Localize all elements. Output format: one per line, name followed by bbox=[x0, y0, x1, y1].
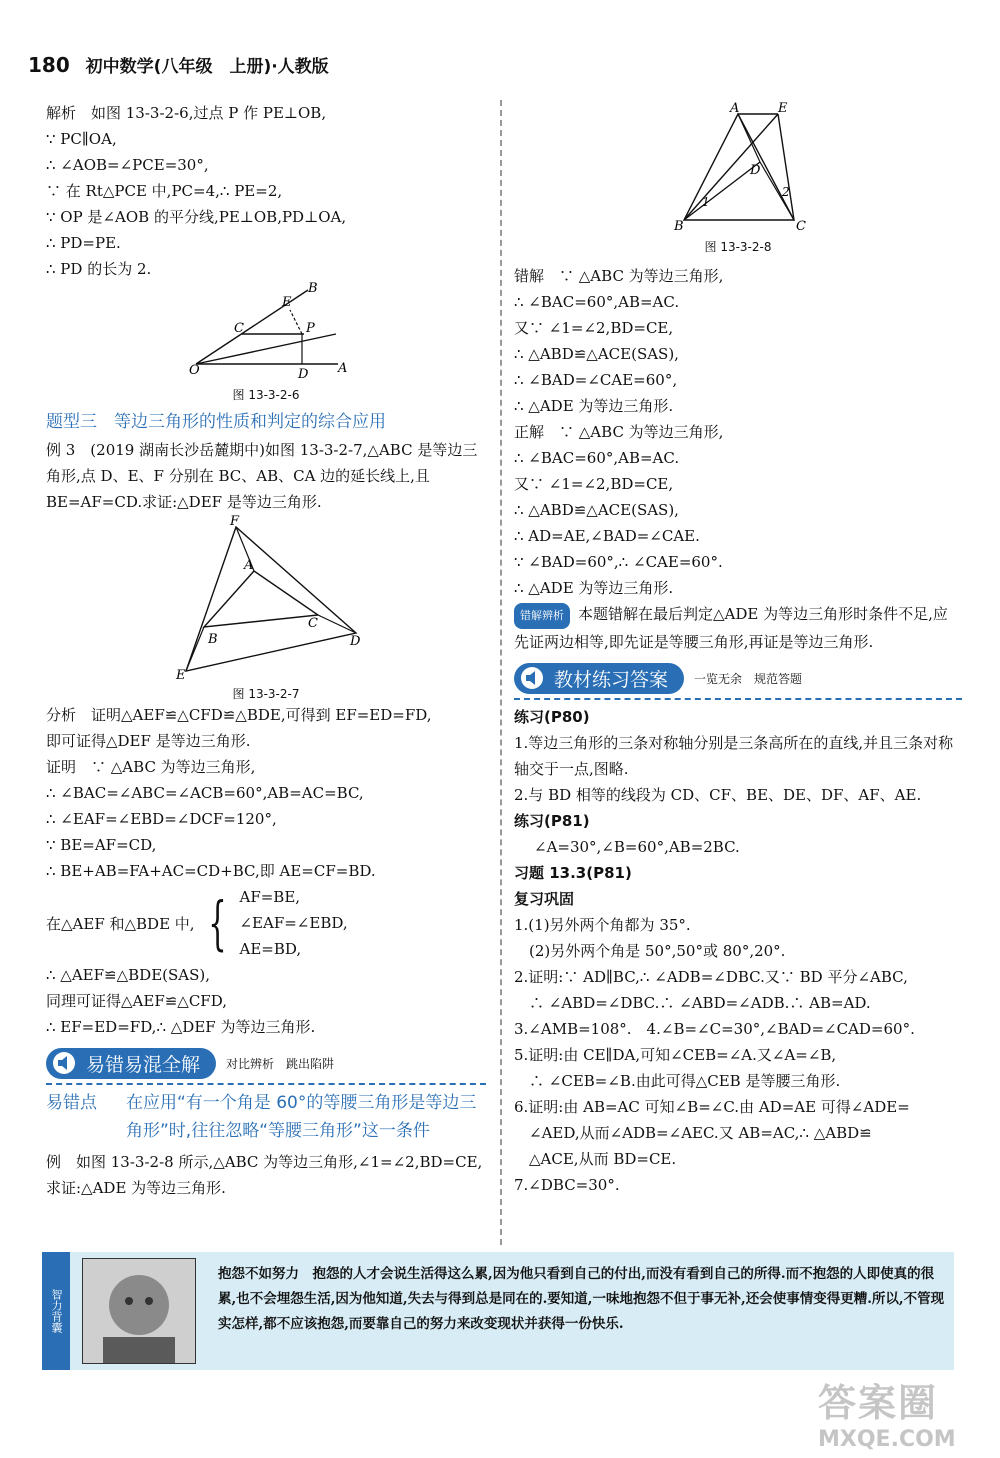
brace-item: ∠EAF=∠EBD, bbox=[239, 914, 348, 932]
text-line: 解析 如图 13-3-2-6,过点 P 作 PE⊥OB, bbox=[46, 104, 327, 122]
text-line: ∴ ∠BAD=∠CAE=60°, bbox=[514, 371, 678, 389]
banner-pill bbox=[46, 1048, 216, 1079]
wisdom-title: 抱怨不如努力 bbox=[218, 1266, 299, 1282]
text-line: ∴ EF=ED=FD,∴ △DEF 为等边三角形. bbox=[46, 1018, 316, 1036]
text-line: △ACE,从而 BD=CE. bbox=[514, 1150, 677, 1168]
text-line: ∵ 在 Rt△PCE 中,PC=4,∴ PE=2, bbox=[46, 182, 283, 200]
label-C: C bbox=[234, 321, 244, 336]
watermark-line2: MXQE.COM bbox=[818, 1427, 956, 1452]
banner-pill bbox=[514, 663, 684, 694]
text-line: 5.证明:由 CE∥DA,可知∠CEB=∠A.又∠A=∠B, bbox=[514, 1046, 837, 1064]
homework-list bbox=[514, 912, 962, 1198]
text-line: 即可证得△DEF 是等边三角形. bbox=[46, 732, 251, 750]
text-line: ∵ BE=AF=CD, bbox=[46, 836, 157, 854]
section-banner bbox=[514, 663, 962, 694]
banner-rule bbox=[46, 1083, 486, 1085]
banner-title: 易错易混全解 bbox=[86, 1054, 201, 1076]
label-D: D bbox=[750, 163, 761, 178]
section-banner bbox=[46, 1048, 486, 1079]
label-B: B bbox=[208, 632, 218, 647]
text-line: ∴ PD=PE. bbox=[46, 234, 121, 252]
child-photo bbox=[82, 1258, 196, 1364]
label-A: A bbox=[730, 101, 740, 116]
proof-2 bbox=[46, 962, 486, 1040]
label-B: B bbox=[308, 282, 318, 296]
text-line: 3.∠AMB=108°. 4.∠B=∠C=30°,∠BAD=∠CAD=60°. bbox=[514, 1020, 915, 1038]
example: 例 如图 13-3-2-8 所示,△ABC 为等边三角形,∠1=∠2,BD=CE,求证:△ADE 为等边三角形. bbox=[46, 1153, 483, 1197]
child-photo-icon bbox=[83, 1259, 195, 1363]
brace-prefix: 在△AEF 和△BDE 中, bbox=[46, 914, 195, 933]
example-3: 例 3 (2019 湖南长沙岳麓期中)如图 13-3-2-7,△ABC 是等边三角形,点 D、E、F 分别在 BC、AB、CA 边的延长线上,且 BE=AF=CD.求证:△DEF 是等边三角形. bbox=[46, 441, 478, 511]
analysis-2 bbox=[46, 702, 486, 754]
text-line: ∵ ∠BAD=60°,∴ ∠CAE=60°. bbox=[514, 553, 723, 571]
text-line: 又∵ ∠1=∠2,BD=CE, bbox=[514, 319, 674, 337]
error-point bbox=[46, 1089, 486, 1145]
label-O: O bbox=[189, 363, 200, 378]
text-line: 6.证明:由 AB=AC 可知∠B=∠C.由 AD=AE 可得∠ADE= bbox=[514, 1098, 910, 1116]
page-header bbox=[28, 52, 329, 77]
text-line: ∵ OP 是∠AOB 的平分线,PE⊥OB,PD⊥OA, bbox=[46, 208, 347, 226]
label-A: A bbox=[338, 361, 348, 376]
text-line: ∵ PC∥OA, bbox=[46, 130, 117, 148]
label-E: E bbox=[282, 295, 292, 310]
wisdom-box bbox=[42, 1252, 954, 1370]
label-E: E bbox=[778, 101, 788, 116]
text-line: ∴ △ADE 为等边三角形. bbox=[514, 579, 674, 597]
text-line: ∴ △ABD≌△ACE(SAS), bbox=[514, 501, 679, 519]
brace-symbol: { bbox=[207, 889, 227, 957]
exercise-item: ∠A=30°,∠B=60°,AB=2BC. bbox=[534, 838, 740, 856]
error-analysis bbox=[514, 601, 962, 655]
text-line: ∴ ∠BAC=60°,AB=AC. bbox=[514, 449, 680, 467]
text-line: ∴ AD=AE,∠BAD=∠CAE. bbox=[514, 527, 700, 545]
text-line: ∴ ∠EAF=∠EBD=∠DCF=120°, bbox=[46, 810, 277, 828]
exercise-item: 2.与 BD 相等的线段为 CD、CF、BE、DE、DF、AF、AE. bbox=[514, 786, 922, 804]
text-line: 7.∠DBC=30°. bbox=[514, 1176, 620, 1194]
label-D: D bbox=[298, 367, 309, 382]
book-title: 初中数学(八年级 上册)·人教版 bbox=[85, 57, 329, 77]
page-number: 180 bbox=[28, 53, 70, 77]
text-line: 分析 证明△AEF≌△CFD≌△BDE,可得到 EF=ED=FD, bbox=[46, 706, 432, 724]
error-point-label: 易错点 bbox=[46, 1093, 97, 1113]
text-line: ∴ ∠BAC=60°,AB=AC. bbox=[514, 293, 680, 311]
text-line: ∴ PD 的长为 2. bbox=[46, 260, 152, 278]
label-B: B bbox=[674, 219, 684, 234]
brace-item: AE=BD, bbox=[239, 940, 302, 958]
label-C: C bbox=[308, 616, 318, 631]
watermark-line1: 答案圈 bbox=[818, 1381, 939, 1425]
text-line: 又∵ ∠1=∠2,BD=CE, bbox=[514, 475, 674, 493]
label-D: D bbox=[350, 634, 361, 649]
exercise-title: 练习(P81) bbox=[514, 812, 590, 830]
label-F: F bbox=[230, 515, 240, 529]
side-label: 智力背囊 bbox=[42, 1252, 70, 1370]
text-line: 1.(1)另外两个角都为 35°. bbox=[514, 916, 691, 934]
text-line: ∴ BE+AB=FA+AC=CD+BC,即 AE=CF=BD. bbox=[46, 862, 376, 880]
banner-rule bbox=[514, 698, 962, 700]
error-analysis-text: 本题错解在最后判定△ADE 为等边三角形时条件不足,应先证两边相等,即先证是等腰三角形,再证是等边三角形. bbox=[514, 605, 948, 651]
label-E: E bbox=[176, 668, 186, 681]
wisdom-text bbox=[218, 1262, 946, 1337]
text-line: (2)另外两个角是 50°,50°或 80°,20°. bbox=[514, 942, 786, 960]
figure-13-3-2-7 bbox=[46, 515, 486, 681]
brace-block bbox=[46, 884, 486, 962]
text-line: 正解 ∵ △ABC 为等边三角形, bbox=[514, 423, 724, 441]
label-P: P bbox=[306, 321, 315, 336]
correct-solution bbox=[514, 419, 962, 601]
text-line: ∴ △AEF≌△BDE(SAS), bbox=[46, 966, 210, 984]
exercise-title: 练习(P80) bbox=[514, 708, 590, 726]
text-line: 同理可证得△AEF≌△CFD, bbox=[46, 992, 227, 1010]
text-line: 错解 ∵ △ABC 为等边三角形, bbox=[514, 267, 724, 285]
exercise-item: 1.等边三角形的三条对称轴分别是三条高所在的直线,并且三条对称轴交于一点,图略. bbox=[514, 734, 954, 778]
banner-title: 教材练习答案 bbox=[554, 669, 669, 691]
wrong-solution bbox=[514, 263, 962, 419]
homework-title: 习题 13.3(P81) bbox=[514, 864, 632, 882]
text-line: 2.证明:∵ AD∥BC,∴ ∠ADB=∠DBC.又∵ BD 平分∠ABC, bbox=[514, 968, 908, 986]
label-A: A bbox=[244, 558, 254, 573]
text-line: ∴ ∠BAC=∠ABC=∠ACB=60°,AB=AC=BC, bbox=[46, 784, 364, 802]
speaker-icon bbox=[52, 1051, 78, 1075]
watermark bbox=[818, 1372, 978, 1452]
figure-13-3-2-6 bbox=[46, 282, 486, 382]
column-divider bbox=[500, 100, 502, 1245]
review-title: 复习巩固 bbox=[514, 890, 575, 908]
right-column bbox=[514, 100, 962, 1198]
figure-caption: 图 13-3-2-8 bbox=[704, 240, 772, 254]
banner-subtitle: 对比辨析 跳出陷阱 bbox=[226, 1057, 335, 1071]
speaker-icon bbox=[520, 666, 546, 690]
analysis-1 bbox=[46, 100, 486, 282]
text-line: ∴ ∠AOB=∠PCE=30°, bbox=[46, 156, 209, 174]
text-line: ∠AED,从而∠ADB=∠AEC.又 AB=AC,∴ △ABD≌ bbox=[514, 1124, 872, 1142]
section-title: 题型三 等边三角形的性质和判定的综合应用 bbox=[46, 412, 386, 432]
text-line: ∴ △ADE 为等边三角形. bbox=[514, 397, 674, 415]
figure-13-3-2-8 bbox=[514, 100, 962, 234]
text-line: 证明 ∵ △ABC 为等边三角形, bbox=[46, 758, 256, 776]
left-column bbox=[46, 100, 486, 1201]
brace-item: AF=BE, bbox=[239, 888, 301, 906]
text-line: ∴ ∠ABD=∠DBC.∴ ∠ABD=∠ADB.∴ AB=AD. bbox=[514, 994, 871, 1012]
text-line: ∴ △ABD≌△ACE(SAS), bbox=[514, 345, 679, 363]
proof bbox=[46, 754, 486, 884]
figure-caption: 图 13-3-2-6 bbox=[232, 388, 300, 402]
error-point-text: 在应用“有一个角是 60°的等腰三角形是等边三角形”时,往往忽略“等腰三角形”这一条件 bbox=[126, 1093, 477, 1141]
error-analysis-tag: 错解辨析 bbox=[514, 603, 570, 629]
text-line: ∴ ∠CEB=∠B.由此可得△CEB 是等腰三角形. bbox=[514, 1072, 841, 1090]
angle-1: 1 bbox=[702, 195, 710, 209]
wisdom-body: 抱怨的人才会说生活得这么累,因为他只看到自己的付出,而没有看到自己的所得.而不抱怨的人即使真的很累,也不会埋怨生活,因为他知道,失去与得到总是同在的.要知道,一味地抱怨不但于事无补,还会使事情变得更糟.所以,不管现实怎样,都不应该抱怨,而要靠自己的努力来改变现状并获得一份快乐. bbox=[218, 1266, 945, 1332]
banner-subtitle: 一览无余 规范答题 bbox=[694, 672, 803, 686]
angle-2: 2 bbox=[782, 185, 790, 199]
figure-caption: 图 13-3-2-7 bbox=[232, 687, 300, 701]
label-C: C bbox=[796, 219, 806, 234]
